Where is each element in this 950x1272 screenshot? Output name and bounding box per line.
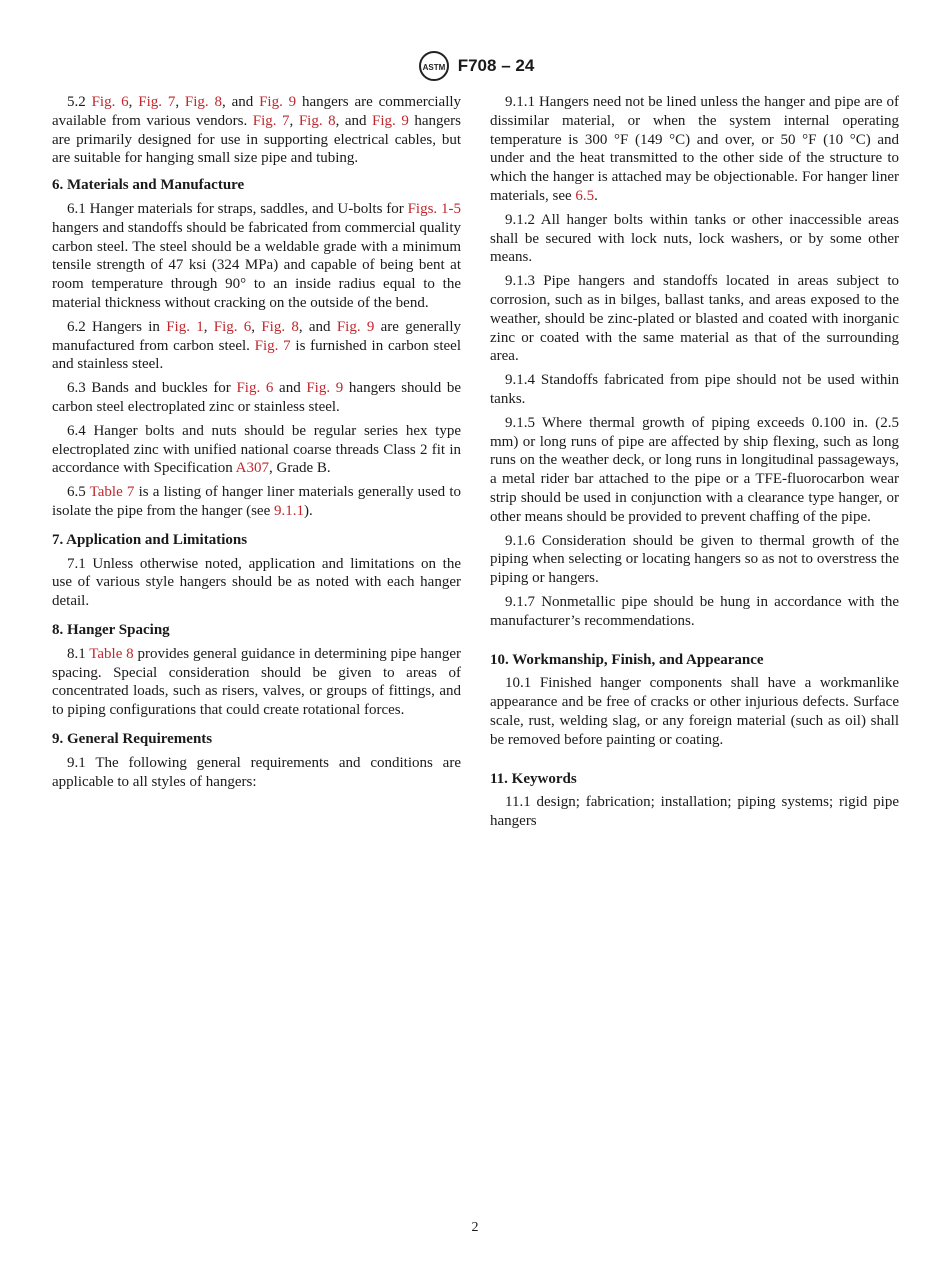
page-number: 2 [471,1220,479,1235]
paragraph-9-1-6: 9.1.6 Consideration should be given to thermal growth of the piping when selecting or locating hangers so as not to overstress the piping or hangers. [490,532,899,587]
fig-8-link[interactable]: Fig. 8 [261,318,299,335]
paragraph-6-4: 6.4 Hanger bolts and nuts should be regular series hex type electroplated zinc with unified national coarse threads Class 2 fit in accordance with Specification A307, Grade B. [52,422,461,477]
paragraph-9-1-2: 9.1.2 All hanger bolts within tanks or other inaccessible areas shall be secured with lock nuts, lock washers, or by some other means. [490,211,899,266]
fig-8-link[interactable]: Fig. 8 [298,112,336,129]
paragraph-9-1-3: 9.1.3 Pipe hangers and standoffs located in areas subject to corrosion, such as in bilges, ballast tanks, and areas exposed to the weather, should be zinc-plated or blasted and coated with inorganic zinc or coated with the same material as that of the surrounding area. [490,273,899,365]
fig-1-link[interactable]: Fig. 1 [166,318,204,335]
section-heading-7: 7. Application and Limitations [52,531,248,548]
section-heading-10: 10. Workmanship, Finish, and Appearance [490,651,764,668]
fig-9-link[interactable]: Fig. 9 [306,380,344,397]
paragraph-6-3: 6.3 Bands and buckles for Fig. 6 and Fig. 9 hangers should be carbon steel electroplated zinc or stainless steel. [52,380,462,415]
fig-6-link[interactable]: Fig. 6 [91,94,129,110]
right-column [490,93,899,836]
section-6-5-link[interactable]: 6.5 [575,187,595,204]
page-header [0,50,950,87]
fig-7-link[interactable]: Fig. 7 [254,337,291,354]
svg-text:ASTM: ASTM [422,63,446,72]
fig-6-link[interactable]: Fig. 6 [213,318,252,335]
left-column [52,93,461,796]
section-heading-9: 9. General Requirements [52,730,213,747]
fig-7-link[interactable]: Fig. 7 [252,112,290,129]
document-designation: F708 – 24 [457,56,535,75]
section-heading-11: 11. Keywords [490,770,577,787]
paragraph-8-1: 8.1 Table 8 provides general guidance in determining pipe hanger spacing. Special consideration should be given to areas of concentrated loads, such as risers, valves, or groups of fittings, and to piping configurations that could create rotational forces. [52,645,461,719]
figs-1-5-link[interactable]: Figs. 1-5 [407,200,461,217]
paragraph-5-2: 5.2 Fig. 6, Fig. 7, Fig. 8, and Fig. 9 hangers are commercially available from various vendors. Fig. 7, Fig. 8, and Fig. 9 hangers are primarily designed for use in supporting electrical cables, but are suitable for hanging small size pipe and tubing. [52,94,462,167]
fig-8-link[interactable]: Fig. 8 [184,94,223,110]
section-9-1-1-link[interactable]: 9.1.1 [274,502,304,519]
section-heading-8: 8. Hanger Spacing [52,621,170,638]
paragraph-6-1: 6.1 Hanger materials for straps, saddles, and U-bolts for Figs. 1-5 hangers and standoffs should be fabricated from commercial quality carbon steel. The steel should be a weldable grade with a minimum tensile strength of 47 ksi (324 MPa) and capable of being bent at room temperature through 90° to an inside radius equal to the material thickness without cracking on the outside of the bend. [52,200,461,311]
table-8-link[interactable]: Table 8 [89,645,134,662]
astm-logo-icon [416,50,452,82]
a307-link[interactable]: A307 [235,460,270,477]
fig-9-link[interactable]: Fig. 9 [336,318,375,335]
paragraph-9-1-7: 9.1.7 Nonmetallic pipe should be hung in accordance with the manufacturer’s recommendations. [490,593,899,629]
paragraph-10-1: 10.1 Finished hanger components shall have a workmanlike appearance and be free of cracks or other injurious defects. Surface scale, rust, welding slag, or any foreign material (such as oil) shall be removed before painting or coating. [490,675,899,748]
paragraph-9-1-5: 9.1.5 Where thermal growth of piping exceeds 0.100 in. (2.5 mm) or long runs of pipe are affected by ship flexing, such as long runs on the weather deck, or long runs in longitudinal passageways, a metal rider bar attached to the pipe or a TFE-fluorocarbon wear strip should be used in conjunction with a clearance type hanger, or other means should be provided to prevent chaffing of the pipe. [490,414,899,525]
paragraph-9-1-1: 9.1.1 Hangers need not be lined unless the hanger and pipe are of dissimilar material, or when the system internal operating temperature is 300 °F (149 °C) and over, or 50 °F (10 °C) and under and the heat transmitted to the other side of the structure to which the hanger is attached may be objectionable. For hanger liner materials, see 6.5. [490,94,899,204]
paragraph-9-1: 9.1 The following general requirements and conditions are applicable to all styles of hangers: [52,754,461,790]
paragraph-7-1: 7.1 Unless otherwise noted, application and limitations on the use of various style hangers should be as noted with each hanger detail. [52,555,461,610]
table-7-link[interactable]: Table 7 [89,484,135,501]
section-heading-6: 6. Materials and Manufacture [52,177,245,194]
fig-7-link[interactable]: Fig. 7 [138,94,176,110]
paragraph-6-2: 6.2 Hangers in Fig. 1, Fig. 6, Fig. 8, and Fig. 9 are generally manufactured from carbon steel. Fig. 7 is furnished in carbon steel and stainless steel. [52,318,461,373]
paragraph-11-1: 11.1 design; fabrication; installation; piping systems; rigid pipe hangers [490,794,899,830]
paragraph-6-5: 6.5 Table 7 is a listing of hanger liner materials generally used to isolate the pipe from the hanger (see 9.1.1). [52,484,461,519]
fig-9-link[interactable]: Fig. 9 [372,112,409,129]
paragraph-9-1-4: 9.1.4 Standoffs fabricated from pipe should not be used within tanks. [490,372,899,407]
fig-9-link[interactable]: Fig. 9 [259,94,297,110]
fig-6-link[interactable]: Fig. 6 [236,380,274,397]
